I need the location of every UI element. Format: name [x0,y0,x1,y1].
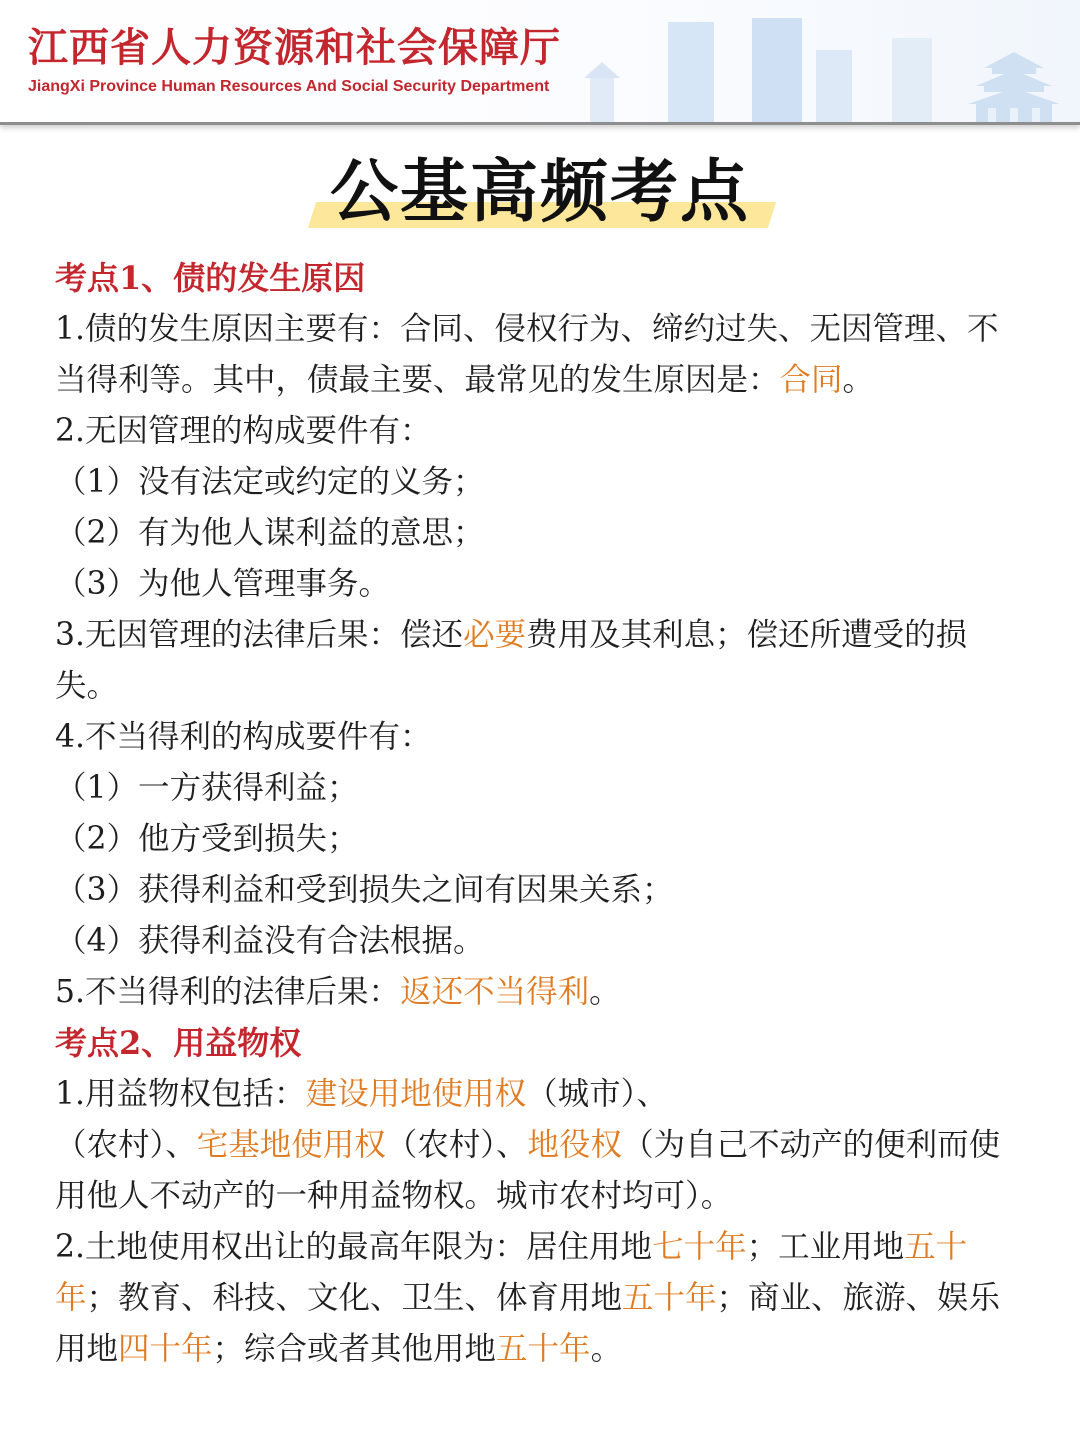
highlight-text: 地役权 [527,1127,623,1163]
city-skyline-illustration [580,0,1080,122]
list-item: （2）他方受到损失； [55,821,359,857]
list-item: （3）获得利益和受到损失之间有因果关系； [55,872,674,908]
main-title-container [0,150,1080,236]
highlight-text: 四十年 [118,1331,213,1367]
section1-point3: 3.无因管理的法律后果：偿还必要费用及其利息；偿还所遭受的损失。 [55,617,968,704]
highlight-text: 建设用地使用权 [305,1076,527,1112]
highlight-text: 七十年 [652,1229,747,1265]
main-title: 公基高频考点 [320,150,760,236]
section2-point2: 2.土地使用权出让的最高年限为：居住用地七十年；工业用地五十年；教育、科技、文化、卫生、体育用地五十年；商业、旅游、娱乐用地四十年；综合或者其他用地五十年。 [55,1229,1001,1367]
list-item: （1）没有法定或约定的义务； [55,464,485,500]
highlight-text: 返还不当得利 [400,974,590,1010]
section1-point4: 4.不当得利的构成要件有： [55,719,432,755]
section1-point2: 2.无因管理的构成要件有： [55,413,432,449]
list-item: （1）一方获得利益； [55,770,359,806]
section2-title: 考点2、用益物权 [55,1024,302,1062]
section2-point1: 1.用益物权包括：建设用地使用权（城市）、 （农村）、宅基地使用权（农村）、地役权（为自己不动产的便利而使用他人不动产的一种用益物权。城市农村均可）。 [55,1076,1001,1214]
header-banner [0,0,1080,125]
list-item: （3）为他人管理事务。 [55,566,391,602]
highlight-text: 宅基地使用权 [196,1127,386,1163]
org-name-en: JiangXi Province Human Resources And Social Security Department [28,78,550,95]
section1-point1: 1.债的发生原因主要有：合同、侵权行为、缔约过失、无因管理、不当得利等。其中，债最主要、最常见的发生原因是：合同。 [55,311,999,398]
highlight-text: 合同 [779,362,843,398]
section1-point5: 5.不当得利的法律后果：返还不当得利。 [55,974,621,1010]
highlight-text: 五十年 [622,1280,717,1316]
section1-title: 考点1、债的发生原因 [55,259,366,297]
org-name: 江西省人力资源和社会保障厅 [28,25,561,71]
article-body [55,253,1015,1375]
highlight-text: 五十年 [55,1229,968,1316]
list-item: （4）获得利益没有合法根据。 [55,923,485,959]
highlight-text: 必要 [463,617,527,653]
highlight-text: 五十年 [496,1331,591,1367]
list-item: （2）有为他人谋利益的意思； [55,515,485,551]
